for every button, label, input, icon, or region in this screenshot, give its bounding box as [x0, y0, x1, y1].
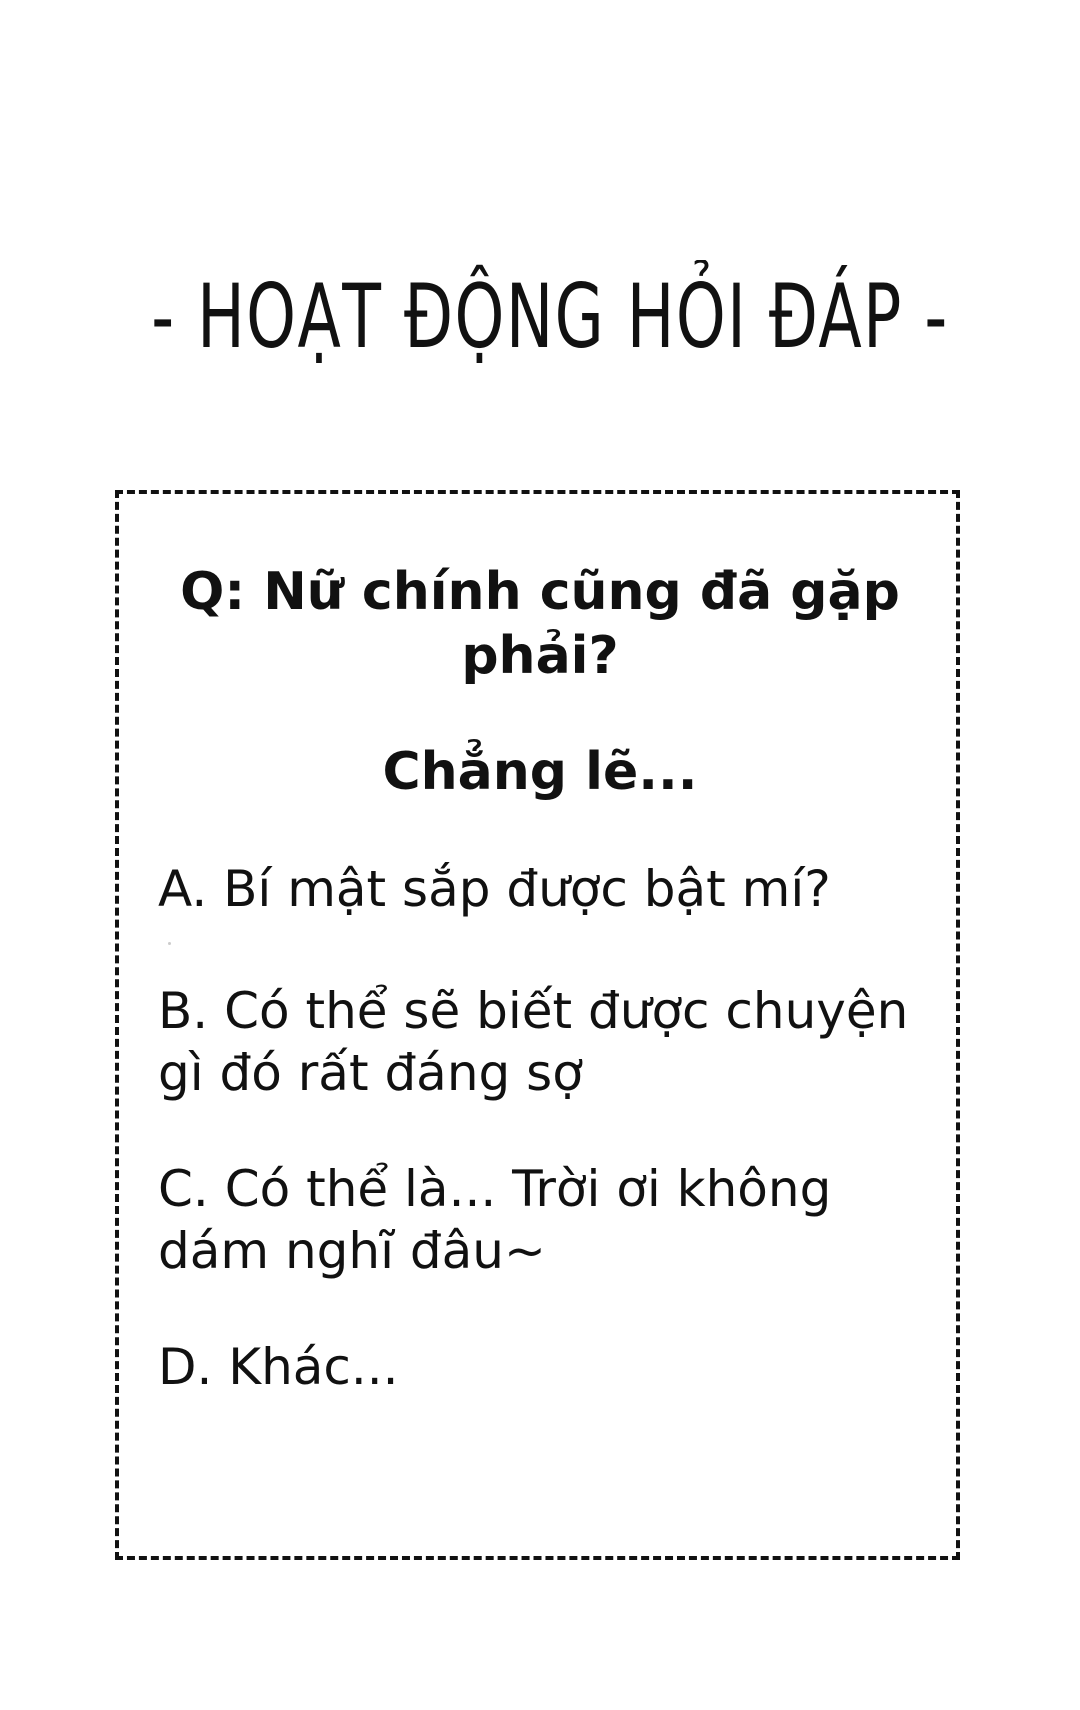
speck-dot [168, 942, 171, 945]
lead-text: Chẳng lẽ... [382, 742, 698, 802]
option-a: A. Bí mật sắp được bật mí? [158, 860, 831, 918]
page-title: - HOẠT ĐỘNG HỎI ĐÁP - [151, 265, 949, 368]
option-d: D. Khác... [158, 1338, 399, 1396]
option-c: C. Có thể là... Trời ơi không dám nghĩ đâu~ [158, 1160, 832, 1280]
option-b: B. Có thể sẽ biết được chuyện gì đó rất đáng sợ [158, 982, 909, 1102]
question-text: Q: Nữ chính cũng đã gặp phải? [180, 562, 900, 686]
